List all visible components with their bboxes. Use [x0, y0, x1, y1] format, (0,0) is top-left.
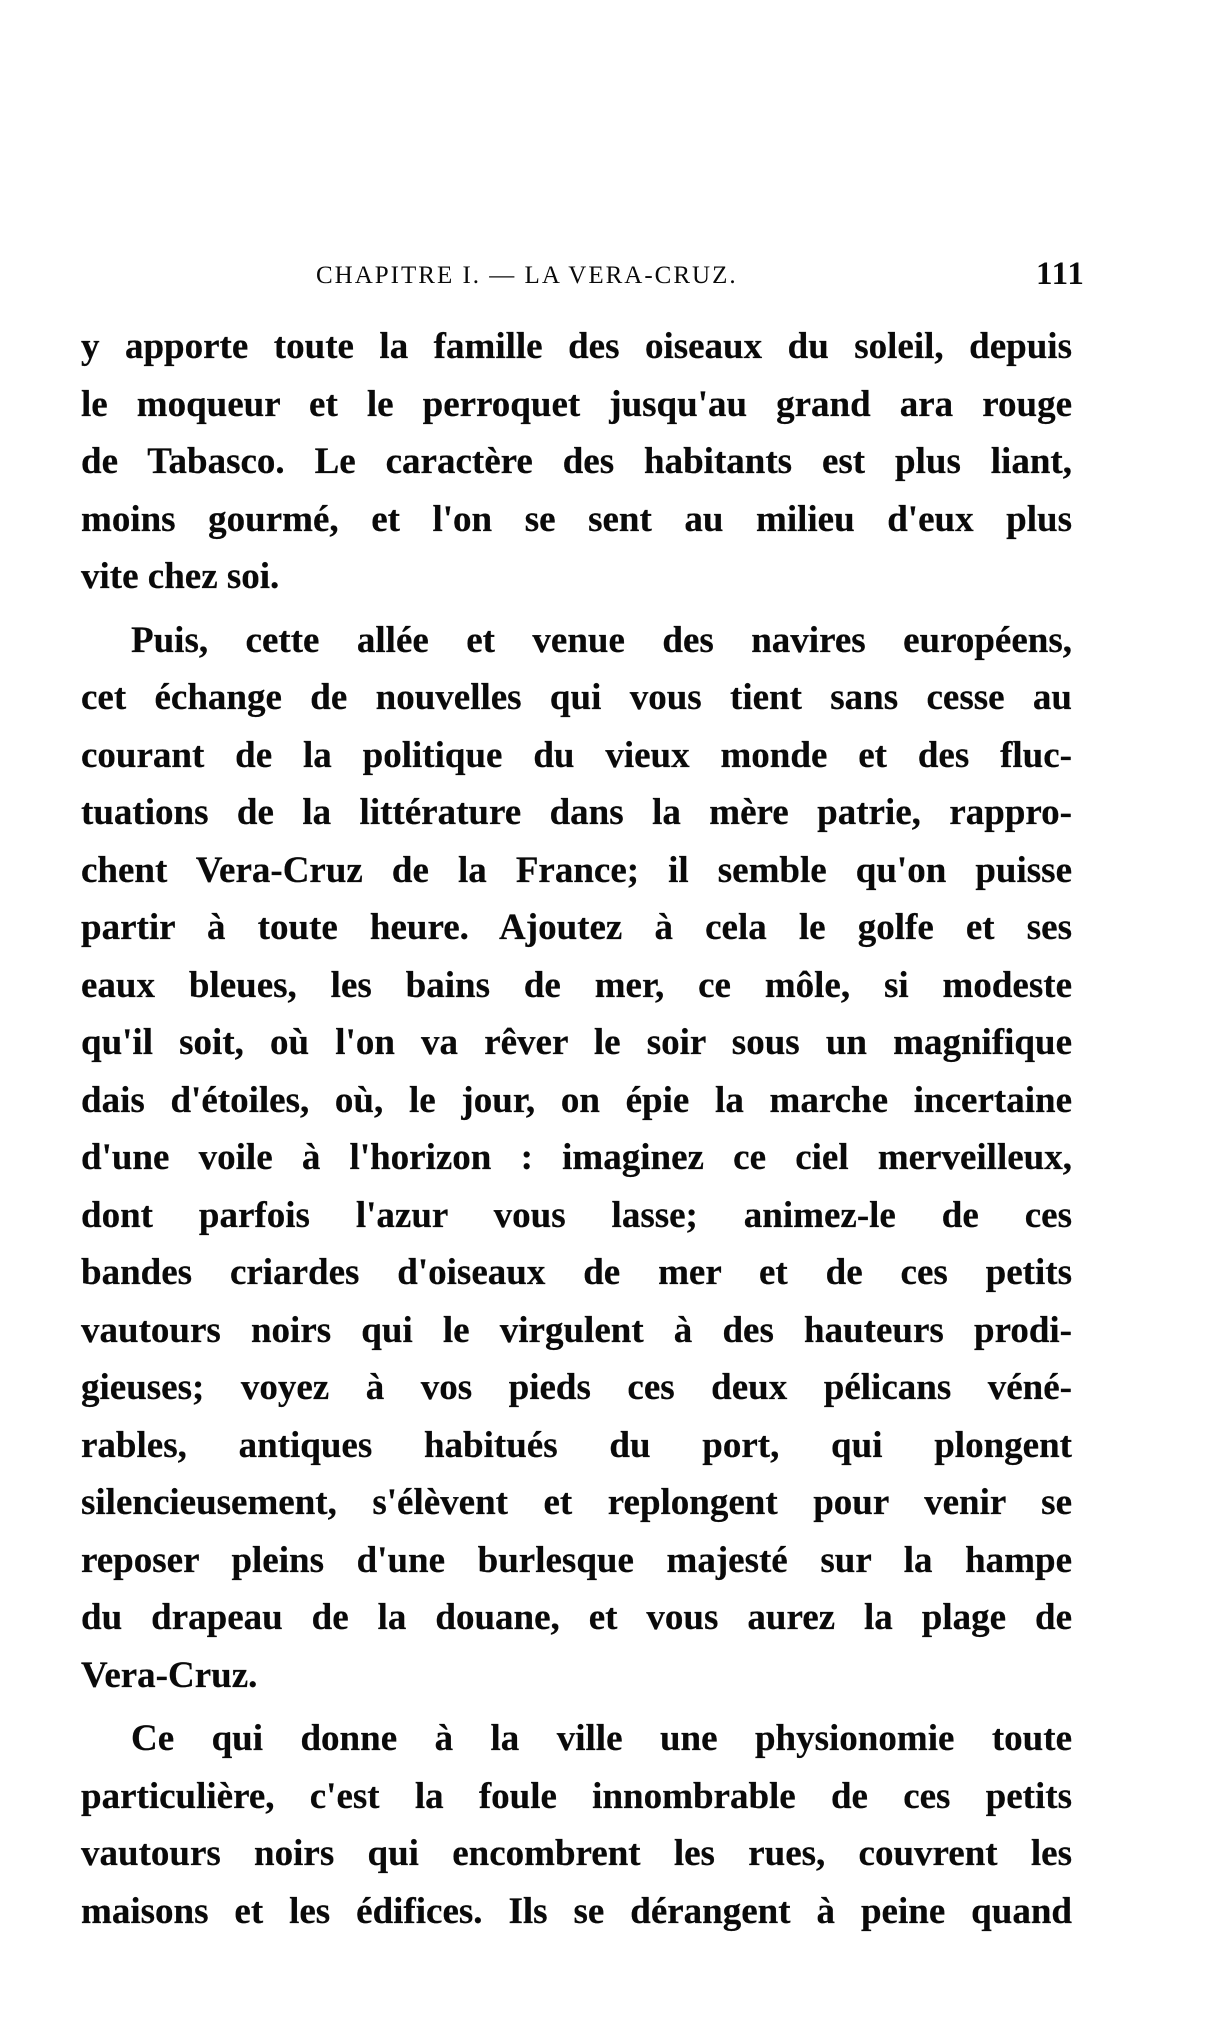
- text-line: Ce qui donne à la ville une physionomie toute: [131, 1718, 1072, 1759]
- text-line: le moqueur et le perroquet jusqu'au grand ara rouge: [81, 383, 1072, 425]
- text-line: qu'il soit, où l'on va rêver le soir sous un magnifique: [81, 1022, 1072, 1063]
- text-line: vautours noirs qui le virgulent à des hauteurs prodi-: [81, 1309, 1072, 1351]
- text-line: Vera-Cruz.: [81, 1654, 258, 1696]
- text-line: du drapeau de la douane, et vous aurez la plage de: [81, 1597, 1072, 1638]
- text-line: maisons et les édifices. Ils se dérangent à peine quand: [81, 1890, 1072, 1932]
- text-line: Puis, cette allée et venue des navires européens,: [131, 619, 1072, 661]
- text-line: y apporte toute la famille des oiseaux du soleil, depuis: [81, 326, 1072, 367]
- text-line: cet échange de nouvelles qui vous tient sans cesse au: [81, 677, 1072, 718]
- text-line: eaux bleues, les bains de mer, ce môle, si modeste: [81, 964, 1072, 1006]
- text-line: particulière, c'est la foule innombrable de ces petits: [81, 1775, 1072, 1817]
- text-line: gieuses; voyez à vos pieds ces deux pélicans véné-: [81, 1367, 1072, 1408]
- text-line: moins gourmé, et l'on se sent au milieu d'eux plus: [81, 498, 1072, 540]
- text-line: courant de la politique du vieux monde et des fluc-: [81, 734, 1072, 776]
- text-line: silencieusement, s'élèvent et replongent pour venir se: [81, 1482, 1072, 1523]
- text-line: rables, antiques habitués du port, qui plongent: [81, 1424, 1072, 1466]
- text-line: bandes criardes d'oiseaux de mer et de ces petits: [81, 1252, 1072, 1293]
- text-line: d'une voile à l'horizon : imaginez ce ciel merveilleux,: [81, 1137, 1072, 1178]
- text-line: vautours noirs qui encombrent les rues, couvrent les: [81, 1833, 1072, 1874]
- text-line: dais d'étoiles, où, le jour, on épie la marche incertaine: [81, 1079, 1072, 1121]
- text-line: vite chez soi.: [81, 556, 280, 597]
- text-line: reposer pleins d'une burlesque majesté sur la hampe: [81, 1539, 1072, 1581]
- text-line: de Tabasco. Le caractère des habitants est plus liant,: [81, 441, 1072, 482]
- text-line: chent Vera-Cruz de la France; il semble qu'on puisse: [81, 849, 1072, 891]
- text-line: tuations de la littérature dans la mère patrie, rappro-: [81, 792, 1072, 833]
- text-line: dont parfois l'azur vous lasse; animez-le de ces: [81, 1194, 1072, 1236]
- text-line: partir à toute heure. Ajoutez à cela le golfe et ses: [81, 907, 1072, 948]
- running-head: CHAPITRE I. — LA VERA-CRUZ.: [316, 262, 738, 289]
- page-number: 111: [1036, 256, 1085, 292]
